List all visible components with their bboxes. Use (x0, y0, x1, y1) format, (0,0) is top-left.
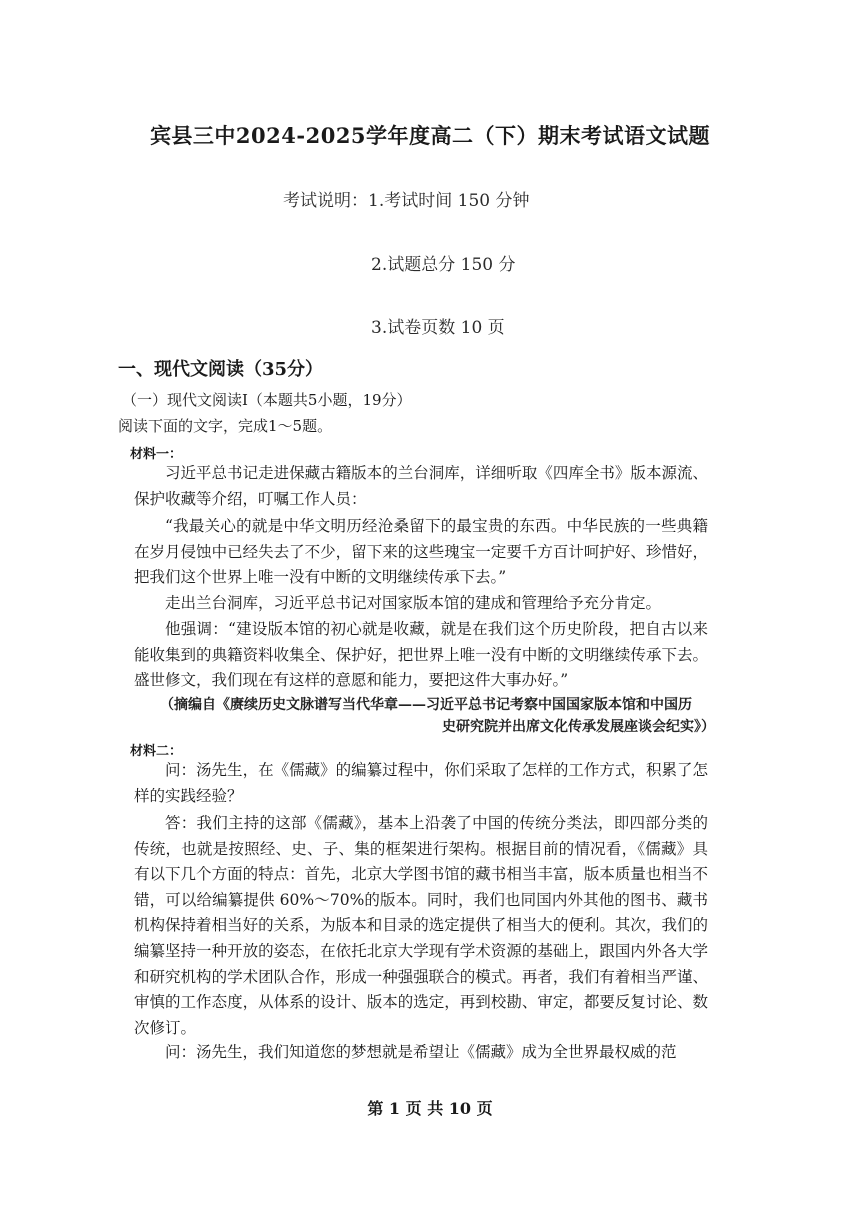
material1-source (160, 694, 715, 738)
exam-title: 宾县三中2024-2025学年度高二（下）期末考试语文试题 (149, 123, 711, 148)
material1-paragraph-3: 走出兰台洞库，习近平总书记对国家版本馆的建成和管理给予充分肯定。 (165, 594, 662, 612)
exam-note-total-score: 2.试题总分 150 分 (371, 255, 516, 275)
material2-answer-1: 答：我们主持的这部《儒藏》，基本上沿袭了中国的传统分类法，即四部分类的传统，也就是按照经、史、子、集的框架进行架构。根据目前的情况看，《儒藏》具有以下几个方面的特点：首先，北京大学图书馆的藏书相当丰富，版本质量也相当不错，可以给编纂提供 60%～70%的版本。同时，我们也同国内外其他的图书、藏书机构保持着相当好的关系，为版本和目录的选定提供了相当大的便利。其次，我们的编纂坚持一种开放的姿态，在依托北京大学现有学术资源的基础上，跟国内外各大学和研究机构的学术团队合作，形成一种强强联合的模式。再者，我们有着相当严谨、审慎的工作态度，从体系的设计、版本的选定，再到校勘、审定，都要反复讨论、数次修订。 (134, 814, 708, 1037)
material2-label: 材料二： (130, 744, 183, 759)
material1-paragraph-2: “我最关心的就是中华文明历经沧桑留下的最宝贵的东西。中华民族的一些典籍在岁月侵蚀中已经失去了不少，留下来的这些瑰宝一定要千方百计呵护好、珍惜好，把我们这个世界上唯一没有中断的文明继续传承下去。” (134, 517, 708, 587)
material1-paragraph-1: 习近平总书记走进保藏古籍版本的兰台洞库，详细听取《四库全书》版本源流、保护收藏等介绍，叮嘱工作人员： (134, 464, 708, 508)
exam-note-duration: 考试说明：1.考试时间 150 分钟 (283, 191, 530, 211)
section-heading: 一、现代文阅读（35分） (118, 359, 324, 380)
material2-question-1: 问：汤先生，在《儒藏》的编纂过程中，你们采取了怎样的工作方式，积累了怎样的实践经验？ (134, 761, 708, 805)
material1-source-line-1: （摘编自《赓续历史文脉谱写当代华章——习近平总书记考察中国国家版本馆和中国历 (160, 697, 692, 713)
material1-source-line-2: 史研究院并出席文化传承发展座谈会纪实》） (442, 719, 715, 735)
material2-question-2: 问：汤先生，我们知道您的梦想就是希望让《儒藏》成为全世界最权威的范 (165, 1043, 677, 1061)
subsection-heading: （一）现代文阅读Ⅰ（本题共5小题，19分） (122, 391, 412, 409)
material1-label: 材料一： (130, 447, 183, 462)
exam-note-page-count: 3.试卷页数 10 页 (371, 318, 505, 338)
material1-paragraph-4: 他强调：“建设版本馆的初心就是收藏，就是在我们这个历史阶段，把自古以来能收集到的典籍资料收集全、保护好，把世界上唯一没有中断的文明继续传承下去。盛世修文，我们现在有这样的意愿和能力，要把这件大事办好。” (134, 620, 708, 690)
reading-instruction: 阅读下面的文字，完成1～5题。 (118, 417, 333, 435)
page-footer: 第 1 页 共 10 页 (367, 1099, 493, 1118)
